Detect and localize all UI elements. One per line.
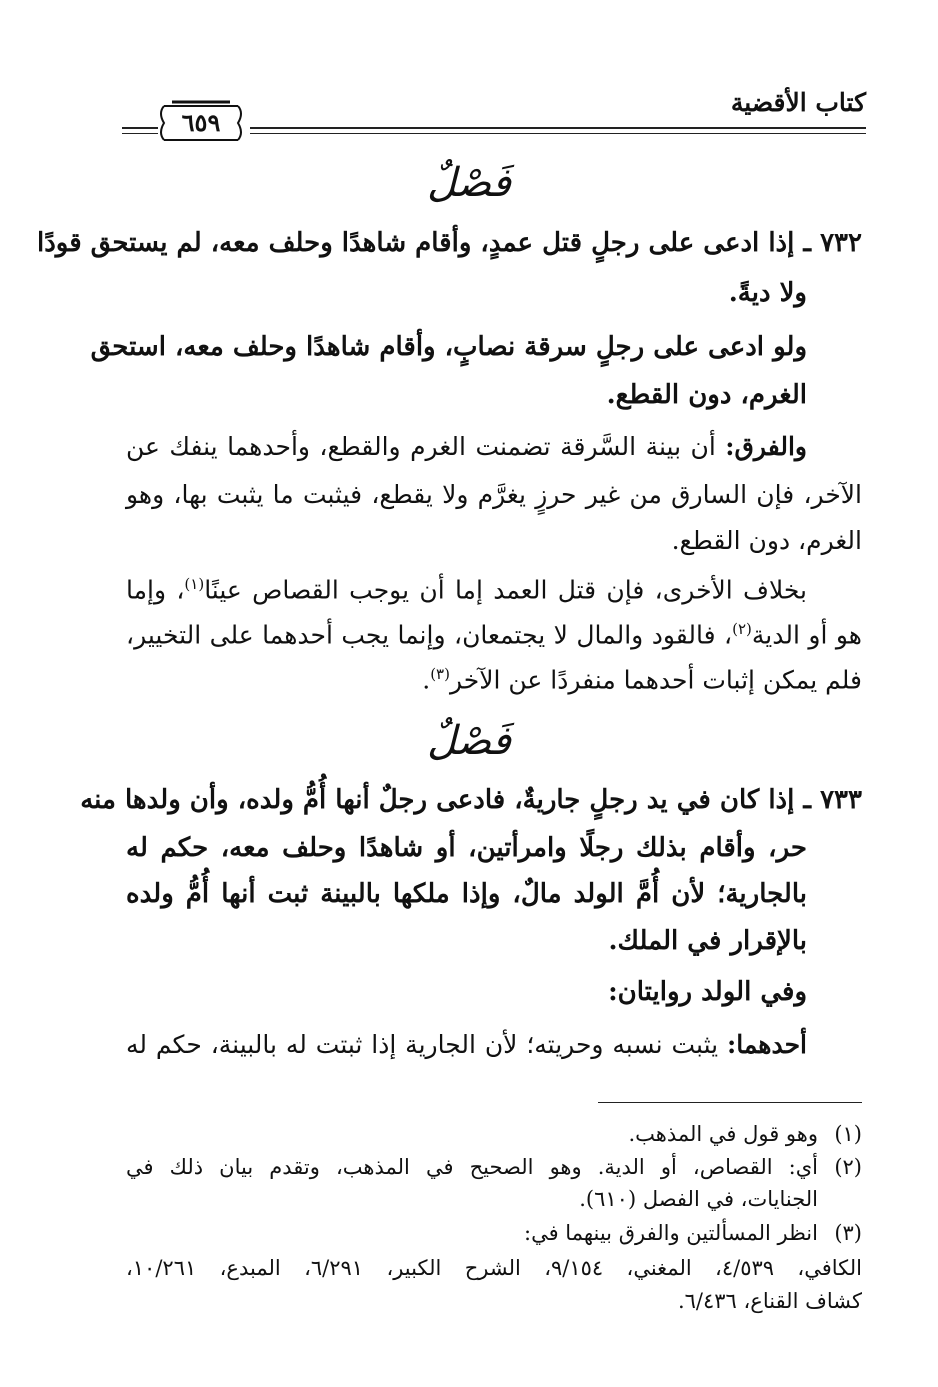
footnote-ref-3[interactable]: (٣) xyxy=(430,665,450,683)
difference-text: ، وإما xyxy=(126,575,185,605)
issue-number: ٧٣٢ ـ xyxy=(803,228,862,258)
issue-733-line-2: حر، وأقام بذلك رجلًا وامرأتين، أو شاهدًا وحلف معه، حكم له xyxy=(126,833,807,863)
narration-label: أحدهما: xyxy=(726,1030,807,1059)
footnote-3-sources-1: الكافي، ٤/٥٣٩، المغني، ٩/١٥٤، الشرح الكبير، ٦/٢٩١، المبدع، ١٠/٢٦١، xyxy=(126,1256,862,1280)
issue-number: ٧٣٣ ـ xyxy=(803,785,862,815)
section-heading-text: فَصْلٌ xyxy=(426,160,512,206)
issue-733-line-3: بالجارية؛ لأن أُمَّ الولد مالٌ، وإذا ملكها بالبينة ثبت أنها أُمُّ ولده xyxy=(126,879,807,909)
difference-line-6 xyxy=(126,665,862,694)
difference-text: بخلاف الأخرى، فإن قتل العمد إما أن يوجب القصاص عينًا xyxy=(204,575,807,605)
issue-733-line-4: بالإقرار في الملك. xyxy=(608,926,807,956)
header-rule-thin xyxy=(250,133,866,134)
difference-text: . xyxy=(422,665,431,695)
difference-line-2: الآخر، فإن السارق من غير حرزٍ يغرَّم ولا يقطع، فيثبت ما يثبت بها، وهو xyxy=(126,480,862,509)
footnote-text: انظر المسألتين والفرق بينهما في: xyxy=(524,1221,818,1245)
difference-text: هو أو الدية xyxy=(751,620,862,650)
issue-733-line-6 xyxy=(126,1030,807,1059)
issue-text: إذا ادعى على رجلٍ قتل عمدٍ، وأقام شاهدًا وحلف معه، لم يستحق قودًا xyxy=(36,228,795,258)
footnote-3-sources-2: كشاف القناع، ٦/٤٣٦. xyxy=(677,1289,862,1313)
footnote-text: وهو قول في المذهب. xyxy=(628,1122,818,1146)
issue-733-line-1 xyxy=(80,785,862,815)
section-heading-text: فَصْلٌ xyxy=(426,718,512,764)
issue-733-line-5: وفي الولد روايتان: xyxy=(608,977,807,1007)
footnote-2-continued: الجنايات، في الفصل (٦١٠). xyxy=(579,1187,818,1211)
footnote-ref-2[interactable]: (٢) xyxy=(732,620,752,638)
page-number: ٦٥٩ xyxy=(181,108,221,137)
running-head: كتاب الأقضية xyxy=(730,88,866,117)
footnote-separator xyxy=(598,1102,862,1103)
difference-line-1 xyxy=(126,432,807,461)
page-number-frame xyxy=(158,100,244,146)
issue-732-para-2-line-1: ولو ادعى على رجلٍ سرقة نصابٍ، وأقام شاهدًا وحلف معه، استحق xyxy=(90,332,807,362)
issue-text: يثبت نسبه وحريته؛ لأن الجارية إذا ثبتت له بالبينة، حكم له xyxy=(126,1030,719,1059)
issue-732-line-1 xyxy=(36,228,862,258)
footnote-mark: (١) xyxy=(834,1122,862,1146)
footnote-text: أي: القصاص، أو الدية. وهو الصحيح في المذهب، وتقدم بيان ذلك في xyxy=(126,1155,818,1179)
footnote-mark: (٢) xyxy=(834,1155,862,1179)
footnote-2 xyxy=(126,1155,862,1179)
difference-text: أن بينة السَّرقة تضمنت الغرم والقطع، وأحدهما ينفك عن xyxy=(126,432,716,461)
issue-732-line-2: ولا ديةً. xyxy=(728,278,807,308)
difference-line-4 xyxy=(126,575,807,604)
difference-line-3: الغرم، دون القطع. xyxy=(671,526,862,555)
footnote-mark: (٣) xyxy=(834,1221,862,1245)
difference-text: فلم يمكن إثبات أحدهما منفردًا عن الآخر xyxy=(449,665,862,695)
header-rule-left-thin xyxy=(122,133,158,134)
header-rule-left xyxy=(122,127,158,129)
section-heading xyxy=(0,718,938,764)
issue-text: إذا كان في يد رجلٍ جاريةٌ، فادعى رجلٌ أنها أُمُّ ولده، وأن ولدها منه xyxy=(80,785,795,815)
footnote-3 xyxy=(126,1221,862,1245)
footnote-1 xyxy=(126,1122,862,1146)
issue-732-para-2-line-2: الغرم، دون القطع. xyxy=(606,380,807,410)
difference-text: ، فالقود والمال لا يجتمعان، وإنما يجب أحدهما على التخيير، xyxy=(126,620,733,650)
difference-line-5 xyxy=(126,620,862,649)
section-heading xyxy=(0,160,938,206)
difference-label: والفرق: xyxy=(725,432,807,461)
footnote-ref-1[interactable]: (١) xyxy=(184,575,205,593)
header-rule xyxy=(250,127,866,129)
